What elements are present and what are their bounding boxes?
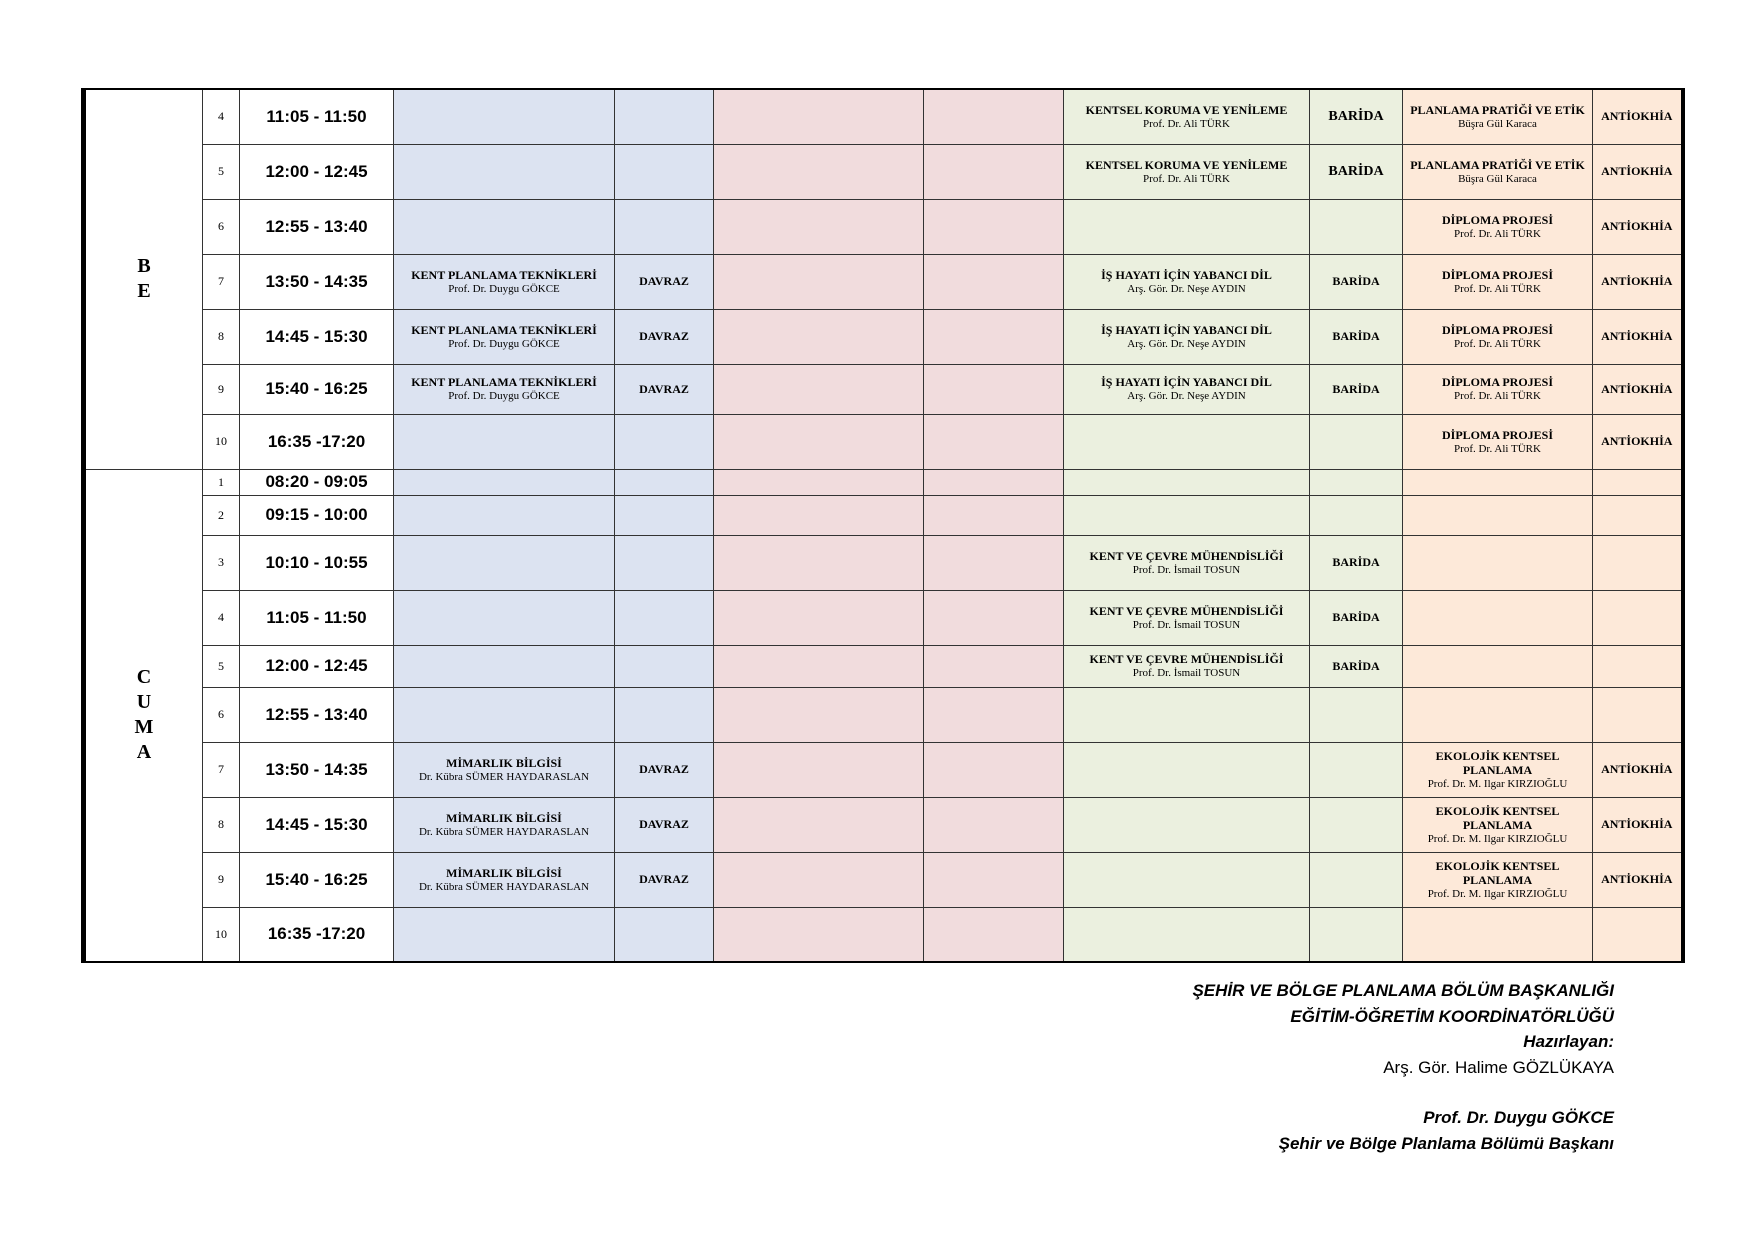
course-cell xyxy=(394,89,615,144)
course-name: EKOLOJİK KENTSEL PLANLAMA xyxy=(1435,748,1560,777)
period-number: 2 xyxy=(203,495,240,535)
instructor-name: Dr. Kübra SÜMER HAYDARASLAN xyxy=(418,770,590,783)
course-cell xyxy=(394,907,615,962)
course-cell xyxy=(714,89,924,144)
course-name: DİPLOMA PROJESİ xyxy=(1441,375,1553,389)
room-name: BARİDA xyxy=(1332,555,1380,569)
period-time: 14:45 - 15:30 xyxy=(240,797,394,852)
room-cell xyxy=(615,364,714,414)
instructor-name: Prof. Dr. Ali TÜRK xyxy=(1454,337,1541,350)
room-name: DAVRAZ xyxy=(639,274,689,288)
room-name: DAVRAZ xyxy=(639,381,689,396)
period-number: 9 xyxy=(203,852,240,907)
room-cell xyxy=(1593,852,1683,907)
course-cell xyxy=(394,535,615,590)
room-cell xyxy=(1593,89,1683,144)
room-cell xyxy=(1593,535,1683,590)
course-cell xyxy=(1064,687,1310,742)
course-cell xyxy=(1403,495,1593,535)
room-name: ANTİOKHİA xyxy=(1601,762,1673,776)
room-cell xyxy=(1593,364,1683,414)
period-number: 8 xyxy=(203,309,240,364)
room-cell xyxy=(1310,414,1403,469)
course-name: KENT PLANLAMA TEKNİKLERİ xyxy=(411,322,597,337)
course-cell xyxy=(394,199,615,254)
course-name: EKOLOJİK KENTSEL PLANLAMA xyxy=(1435,803,1560,832)
course-cell xyxy=(1403,89,1593,144)
course-cell xyxy=(714,687,924,742)
room-name: ANTİOKHİA xyxy=(1601,164,1673,178)
schedule-row xyxy=(84,852,1683,907)
schedule-row xyxy=(84,907,1683,962)
course-cell xyxy=(714,907,924,962)
course-cell xyxy=(714,590,924,645)
course-name: EKOLOJİK KENTSEL PLANLAMA xyxy=(1435,858,1560,887)
course-cell xyxy=(714,364,924,414)
room-cell xyxy=(1593,495,1683,535)
period-time: 11:05 - 11:50 xyxy=(240,89,394,144)
course-cell xyxy=(714,199,924,254)
room-cell xyxy=(1310,199,1403,254)
instructor-name: Prof. Dr. Duygu GÖKCE xyxy=(448,390,560,402)
course-name: DİPLOMA PROJESİ xyxy=(1441,267,1553,282)
course-cell xyxy=(1403,687,1593,742)
room-cell xyxy=(615,535,714,590)
instructor-name: Prof. Dr. İsmail TOSUN xyxy=(1132,563,1241,576)
course-cell xyxy=(1064,535,1310,590)
room-cell xyxy=(924,590,1064,645)
room-cell xyxy=(1310,852,1403,907)
course-cell xyxy=(714,469,924,495)
room-cell xyxy=(1310,469,1403,495)
course-name: KENT VE ÇEVRE MÜHENDİSLİĞİ xyxy=(1089,603,1284,618)
room-cell xyxy=(1593,687,1683,742)
instructor-name: Prof. Dr. Ali TÜRK xyxy=(1454,442,1541,455)
room-cell xyxy=(924,199,1064,254)
course-name: DİPLOMA PROJESİ xyxy=(1441,427,1553,442)
period-number: 6 xyxy=(203,687,240,742)
course-cell xyxy=(1064,742,1310,797)
day-label-be xyxy=(84,89,203,469)
preparer-name: Arş. Gör. Halime GÖZLÜKAYA xyxy=(1383,1057,1614,1077)
period-time: 08:20 - 09:05 xyxy=(240,469,394,495)
room-name: DAVRAZ xyxy=(639,817,689,831)
course-cell xyxy=(1064,254,1310,309)
schedule-row xyxy=(84,535,1683,590)
instructor-name: Prof. Dr. M. Ilgar KIRZIOĞLU xyxy=(1427,832,1568,845)
room-cell xyxy=(1310,254,1403,309)
room-cell xyxy=(1593,414,1683,469)
course-name: MİMARLIK BİLGİSİ xyxy=(446,755,562,770)
schedule-row xyxy=(84,414,1683,469)
room-cell xyxy=(1593,797,1683,852)
period-number: 4 xyxy=(203,590,240,645)
schedule-table xyxy=(81,88,1685,963)
room-name: ANTİOKHİA xyxy=(1601,219,1673,233)
instructor-name: Prof. Dr. İsmail TOSUN xyxy=(1132,618,1241,631)
period-time: 11:05 - 11:50 xyxy=(240,590,394,645)
room-cell xyxy=(1593,645,1683,687)
room-cell xyxy=(615,469,714,495)
instructor-name: Arş. Gör. Dr. Neşe AYDIN xyxy=(1127,282,1246,295)
room-cell xyxy=(615,309,714,364)
period-time: 14:45 - 15:30 xyxy=(240,309,394,364)
room-cell xyxy=(615,89,714,144)
room-name: BARİDA xyxy=(1328,163,1384,179)
room-cell xyxy=(615,144,714,199)
instructor-name: Arş. Gör. Dr. Neşe AYDIN xyxy=(1127,390,1246,402)
course-name: MİMARLIK BİLGİSİ xyxy=(446,865,562,880)
course-cell xyxy=(394,469,615,495)
course-cell xyxy=(1064,590,1310,645)
instructor-name: Prof. Dr. Duygu GÖKCE xyxy=(448,282,560,295)
course-name: PLANLAMA PRATİĞİ VE ETİK xyxy=(1410,102,1585,117)
room-cell xyxy=(924,535,1064,590)
period-time: 15:40 - 16:25 xyxy=(240,852,394,907)
room-cell xyxy=(924,495,1064,535)
room-name: BARİDA xyxy=(1332,381,1380,396)
room-name: BARİDA xyxy=(1332,610,1380,624)
period-number: 9 xyxy=(203,364,240,414)
course-name: DİPLOMA PROJESİ xyxy=(1441,322,1553,337)
course-cell xyxy=(1403,797,1593,852)
period-time: 16:35 -17:20 xyxy=(240,907,394,962)
course-cell xyxy=(394,495,615,535)
course-cell xyxy=(1064,469,1310,495)
day-text: B E xyxy=(137,255,151,303)
schedule-row xyxy=(84,742,1683,797)
period-time: 16:35 -17:20 xyxy=(240,414,394,469)
course-cell xyxy=(1064,199,1310,254)
period-number: 7 xyxy=(203,742,240,797)
course-cell xyxy=(714,309,924,364)
course-cell xyxy=(714,144,924,199)
schedule-row xyxy=(84,645,1683,687)
period-number: 3 xyxy=(203,535,240,590)
course-name: KENTSEL KORUMA VE YENİLEME xyxy=(1085,102,1288,117)
room-cell xyxy=(924,797,1064,852)
instructor-name: Arş. Gör. Dr. Neşe AYDIN xyxy=(1127,337,1246,350)
room-cell xyxy=(615,797,714,852)
course-cell xyxy=(1064,645,1310,687)
room-cell xyxy=(924,364,1064,414)
course-cell xyxy=(394,645,615,687)
period-time: 13:50 - 14:35 xyxy=(240,254,394,309)
course-cell xyxy=(394,852,615,907)
room-name: ANTİOKHİA xyxy=(1601,274,1673,288)
course-name: İŞ HAYATI İÇİN YABANCI DİL xyxy=(1101,375,1272,389)
room-cell xyxy=(615,645,714,687)
course-cell xyxy=(1403,590,1593,645)
room-name: BARİDA xyxy=(1332,274,1380,288)
room-name: BARİDA xyxy=(1332,658,1380,673)
course-cell xyxy=(394,742,615,797)
room-name: BARİDA xyxy=(1332,329,1380,343)
room-cell xyxy=(924,309,1064,364)
day-label-cuma xyxy=(84,469,203,962)
course-cell xyxy=(1403,144,1593,199)
day-text: C U M A xyxy=(134,666,154,764)
schedule-row xyxy=(84,254,1683,309)
room-cell xyxy=(1593,469,1683,495)
room-cell xyxy=(1593,309,1683,364)
schedule-body xyxy=(84,89,1683,962)
head-title: Şehir ve Bölge Planlama Bölümü Başkanı xyxy=(1278,1133,1614,1153)
course-name: KENT PLANLAMA TEKNİKLERİ xyxy=(411,375,597,389)
room-name: ANTİOKHİA xyxy=(1601,434,1673,448)
room-name: ANTİOKHİA xyxy=(1601,109,1673,124)
course-name: İŞ HAYATI İÇİN YABANCI DİL xyxy=(1101,322,1272,337)
instructor-name: Prof. Dr. İsmail TOSUN xyxy=(1132,667,1241,679)
course-cell xyxy=(714,254,924,309)
course-cell xyxy=(394,254,615,309)
room-cell xyxy=(924,742,1064,797)
period-time: 12:55 - 13:40 xyxy=(240,199,394,254)
schedule-row xyxy=(84,199,1683,254)
room-cell xyxy=(1593,590,1683,645)
room-name: ANTİOKHİA xyxy=(1601,817,1673,831)
period-time: 10:10 - 10:55 xyxy=(240,535,394,590)
course-cell xyxy=(1064,797,1310,852)
schedule-row xyxy=(84,797,1683,852)
instructor-name: Prof. Dr. Ali TÜRK xyxy=(1454,227,1541,240)
course-cell xyxy=(1064,907,1310,962)
instructor-name: Prof. Dr. Ali TÜRK xyxy=(1454,390,1541,402)
course-cell xyxy=(714,852,924,907)
course-name: İŞ HAYATI İÇİN YABANCI DİL xyxy=(1101,267,1272,282)
coordination-title: EĞİTİM-ÖĞRETİM KOORDİNATÖRLÜĞÜ xyxy=(1290,1006,1614,1026)
period-number: 10 xyxy=(203,414,240,469)
room-cell xyxy=(1310,535,1403,590)
room-cell xyxy=(1310,144,1403,199)
course-cell xyxy=(1403,199,1593,254)
period-number: 1 xyxy=(203,469,240,495)
instructor-name: Prof. Dr. Duygu GÖKCE xyxy=(448,337,560,350)
instructor-name: Prof. Dr. Ali TÜRK xyxy=(1143,117,1230,130)
course-name: KENTSEL KORUMA VE YENİLEME xyxy=(1085,157,1288,172)
instructor-name: Dr. Kübra SÜMER HAYDARASLAN xyxy=(418,880,590,893)
room-cell xyxy=(924,469,1064,495)
room-cell xyxy=(924,414,1064,469)
period-time: 09:15 - 10:00 xyxy=(240,495,394,535)
instructor-name: Büşra Gül Karaca xyxy=(1458,172,1537,185)
room-cell xyxy=(1310,495,1403,535)
period-number: 8 xyxy=(203,797,240,852)
room-cell xyxy=(1593,144,1683,199)
room-cell xyxy=(1310,89,1403,144)
room-name: DAVRAZ xyxy=(639,872,689,886)
course-cell xyxy=(1403,907,1593,962)
room-cell xyxy=(1310,742,1403,797)
course-cell xyxy=(1403,645,1593,687)
room-cell xyxy=(924,144,1064,199)
course-name: PLANLAMA PRATİĞİ VE ETİK xyxy=(1410,157,1585,172)
period-number: 6 xyxy=(203,199,240,254)
course-cell xyxy=(394,797,615,852)
room-cell xyxy=(1593,199,1683,254)
period-time: 15:40 - 16:25 xyxy=(240,364,394,414)
period-number: 5 xyxy=(203,144,240,199)
course-name: KENT VE ÇEVRE MÜHENDİSLİĞİ xyxy=(1089,652,1284,666)
period-number: 7 xyxy=(203,254,240,309)
course-cell xyxy=(1403,742,1593,797)
room-cell xyxy=(924,645,1064,687)
instructor-name: Prof. Dr. M. Ilgar KIRZIOĞLU xyxy=(1427,887,1568,900)
course-cell xyxy=(1403,254,1593,309)
room-cell xyxy=(924,254,1064,309)
room-cell xyxy=(615,495,714,535)
instructor-name: Prof. Dr. Ali TÜRK xyxy=(1454,282,1541,295)
room-cell xyxy=(615,590,714,645)
room-name: DAVRAZ xyxy=(639,329,689,343)
course-cell xyxy=(394,687,615,742)
course-cell xyxy=(394,309,615,364)
room-cell xyxy=(615,742,714,797)
room-name: ANTİOKHİA xyxy=(1601,872,1673,886)
schedule-row xyxy=(84,495,1683,535)
course-cell xyxy=(394,144,615,199)
schedule-row xyxy=(84,309,1683,364)
course-cell xyxy=(1403,364,1593,414)
schedule-row xyxy=(84,144,1683,199)
course-cell xyxy=(714,495,924,535)
room-name: DAVRAZ xyxy=(639,762,689,776)
course-name: KENT PLANLAMA TEKNİKLERİ xyxy=(411,267,597,282)
course-cell xyxy=(1403,309,1593,364)
room-cell xyxy=(1593,254,1683,309)
room-cell xyxy=(924,687,1064,742)
course-cell xyxy=(1403,469,1593,495)
course-cell xyxy=(1403,852,1593,907)
room-cell xyxy=(1310,590,1403,645)
instructor-name: Prof. Dr. Ali TÜRK xyxy=(1143,172,1230,185)
course-name: KENT VE ÇEVRE MÜHENDİSLİĞİ xyxy=(1089,548,1284,563)
schedule-row xyxy=(84,89,1683,144)
course-cell xyxy=(1064,89,1310,144)
prepared-by-label: Hazırlayan: xyxy=(1523,1032,1614,1051)
schedule-row xyxy=(84,469,1683,495)
room-cell xyxy=(615,687,714,742)
room-cell xyxy=(1310,645,1403,687)
course-cell xyxy=(1064,144,1310,199)
period-time: 12:55 - 13:40 xyxy=(240,687,394,742)
period-time: 13:50 - 14:35 xyxy=(240,742,394,797)
period-number: 10 xyxy=(203,907,240,962)
course-cell xyxy=(1064,309,1310,364)
schedule-row xyxy=(84,364,1683,414)
period-number: 5 xyxy=(203,645,240,687)
room-cell xyxy=(1310,687,1403,742)
schedule-row xyxy=(84,590,1683,645)
schedule-row xyxy=(84,687,1683,742)
room-cell xyxy=(1593,907,1683,962)
room-cell xyxy=(1593,742,1683,797)
instructor-name: Büşra Gül Karaca xyxy=(1458,117,1537,130)
course-cell xyxy=(714,414,924,469)
course-cell xyxy=(394,364,615,414)
course-name: DİPLOMA PROJESİ xyxy=(1441,212,1553,227)
course-cell xyxy=(714,797,924,852)
instructor-name: Dr. Kübra SÜMER HAYDARASLAN xyxy=(418,825,590,838)
period-time: 12:00 - 12:45 xyxy=(240,645,394,687)
period-number: 4 xyxy=(203,89,240,144)
room-cell xyxy=(615,254,714,309)
course-cell xyxy=(394,590,615,645)
footer-signature xyxy=(1192,978,1614,1156)
room-cell xyxy=(924,907,1064,962)
room-cell xyxy=(1310,797,1403,852)
course-cell xyxy=(1064,414,1310,469)
room-cell xyxy=(615,852,714,907)
room-cell xyxy=(615,414,714,469)
room-cell xyxy=(615,199,714,254)
course-cell xyxy=(1064,495,1310,535)
period-time: 12:00 - 12:45 xyxy=(240,144,394,199)
room-cell xyxy=(924,852,1064,907)
course-cell xyxy=(1064,852,1310,907)
room-cell xyxy=(615,907,714,962)
course-name: MİMARLIK BİLGİSİ xyxy=(446,810,562,825)
course-cell xyxy=(1403,414,1593,469)
room-cell xyxy=(1310,309,1403,364)
course-cell xyxy=(394,414,615,469)
room-name: BARİDA xyxy=(1328,108,1384,124)
room-cell xyxy=(1310,907,1403,962)
department-title: ŞEHİR VE BÖLGE PLANLAMA BÖLÜM BAŞKANLIĞI xyxy=(1192,981,1614,1000)
course-cell xyxy=(714,742,924,797)
head-name: Prof. Dr. Duygu GÖKCE xyxy=(1423,1108,1614,1127)
course-cell xyxy=(1064,364,1310,414)
course-cell xyxy=(714,535,924,590)
course-cell xyxy=(714,645,924,687)
course-cell xyxy=(1403,535,1593,590)
room-name: ANTİOKHİA xyxy=(1601,329,1673,343)
instructor-name: Prof. Dr. M. Ilgar KIRZIOĞLU xyxy=(1427,777,1568,790)
room-name: ANTİOKHİA xyxy=(1601,381,1673,396)
room-cell xyxy=(1310,364,1403,414)
room-cell xyxy=(924,89,1064,144)
